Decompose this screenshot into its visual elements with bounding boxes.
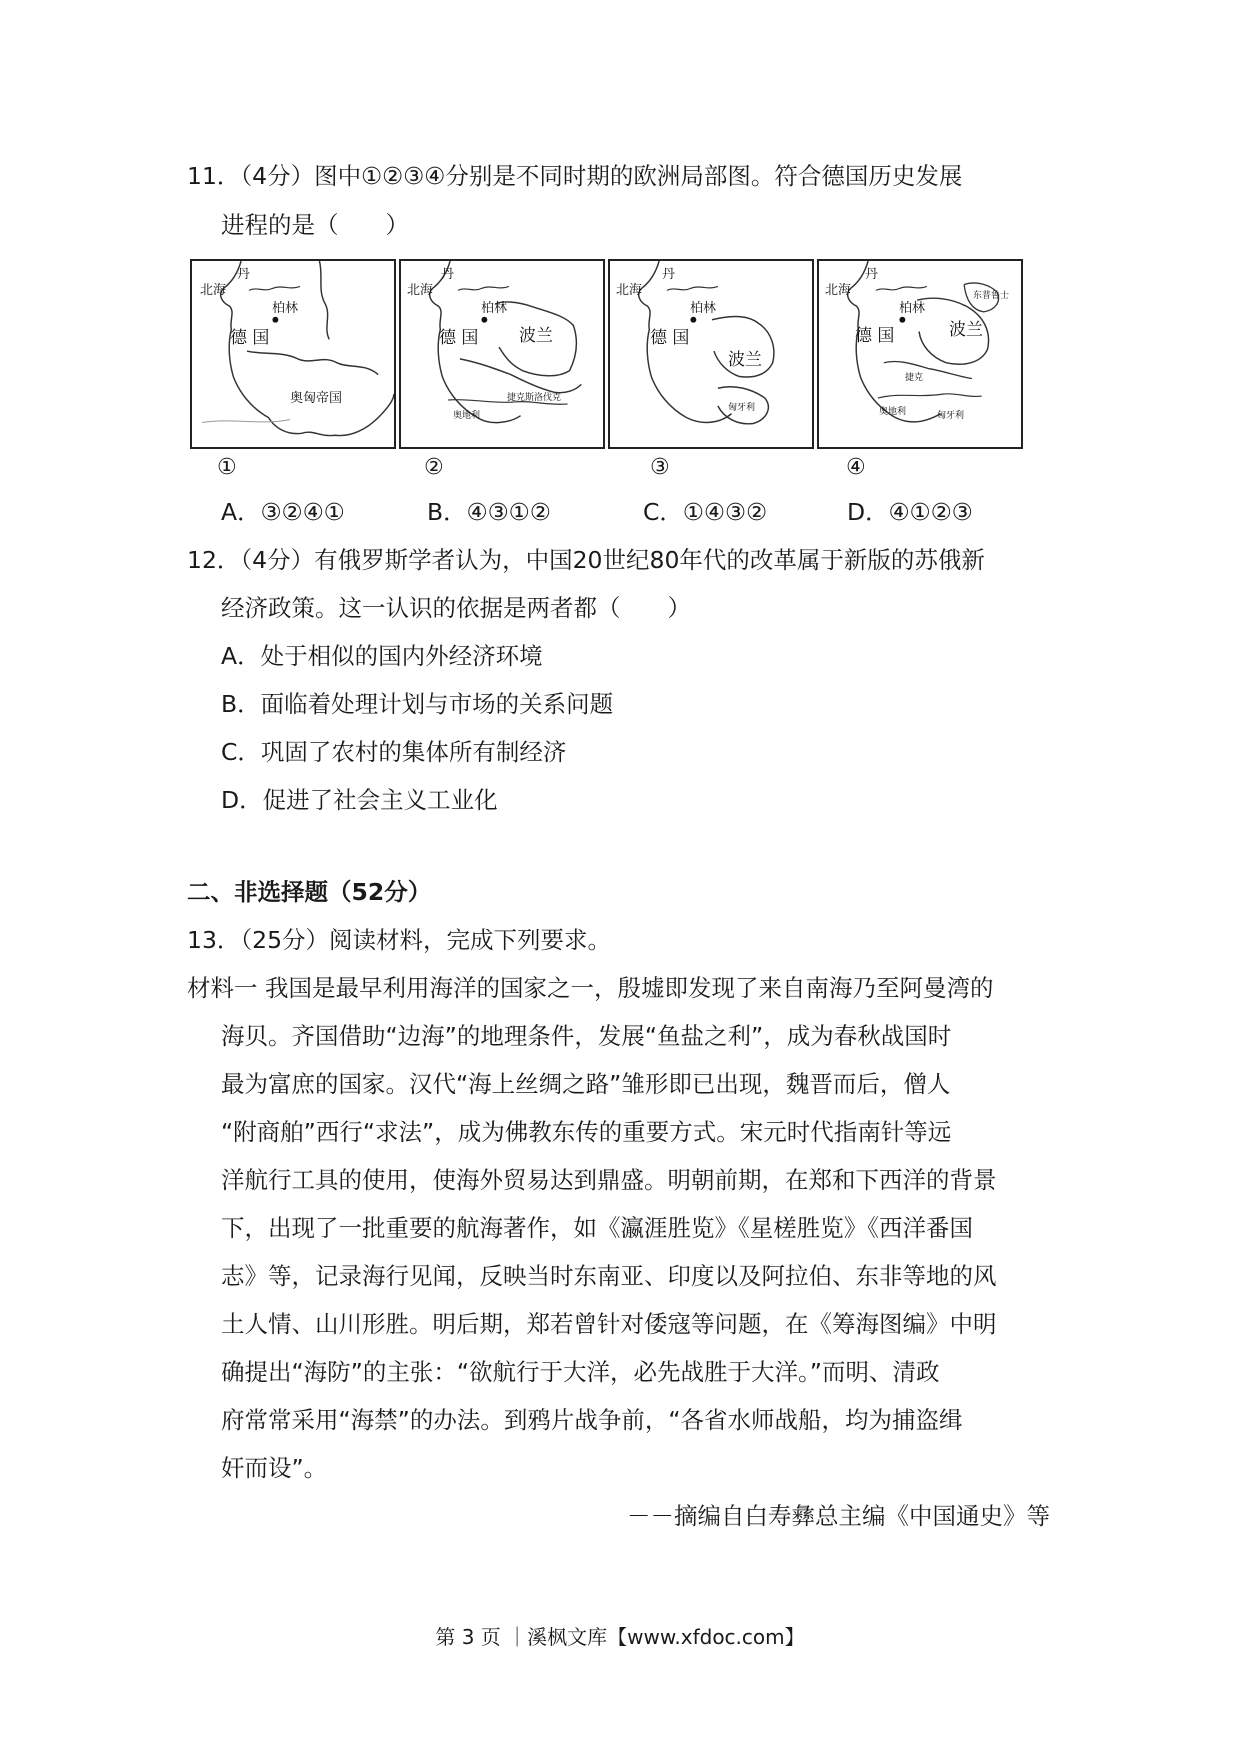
q12-stem-line-1: 12．（4分）有俄罗斯学者认为，中国20世纪80年代的改革属于新版的苏俄新 [187, 546, 985, 574]
q12-option-d[interactable]: D．促进了社会主义工业化 [221, 786, 498, 814]
map-4-poland-label: 波兰 [949, 320, 983, 340]
map-2 [399, 259, 605, 449]
q13-material-line: 最为富庶的国家。汉代“海上丝绸之路”雏形即已出现，魏晋而后，僧人 [221, 1070, 951, 1098]
q11-option-b[interactable]: B．④③①② [427, 498, 551, 526]
map-4-hungary-label: 匈牙利 [937, 411, 965, 421]
q13-intro: 13．（25分）阅读材料，完成下列要求。 [187, 926, 612, 954]
map-3-poland-label: 波兰 [728, 350, 762, 370]
q13-material-line: 洋航行工具的使用，使海外贸易达到鼎盛。明朝前期，在郑和下西洋的背景 [221, 1166, 997, 1194]
map-3-berlin-label: 柏林 [690, 301, 717, 316]
q13-material-line: 确提出“海防”的主张：“欲航行于大洋，必先战胜于大洋。”而明、清政 [221, 1358, 940, 1386]
q13-material-line: 材料一 我国是最早利用海洋的国家之一，殷墟即发现了来自南海乃至阿曼湾的 [187, 974, 994, 1002]
map-3-number: ③ [650, 455, 670, 480]
q13-material-line: 下，出现了一批重要的航海著作，如《瀛涯胜览》《星槎胜览》《西洋番国 [221, 1214, 973, 1242]
map-4-austria-label: 奥地利 [879, 407, 907, 417]
map-2-czech-label: 捷克斯洛伐克 [507, 393, 562, 403]
map-3-denmark-label: 丹 [662, 267, 676, 282]
map-4-berlin-label: 柏林 [899, 301, 926, 316]
map-3-hungary-label: 匈牙利 [728, 403, 756, 413]
q13-material-line: 奸而设”。 [221, 1454, 328, 1482]
map-2-denmark-label: 丹 [441, 267, 455, 282]
q12-option-a[interactable]: A．处于相似的国内外经济环境 [221, 642, 543, 670]
map-2-germany-label: 德 国 [439, 328, 479, 348]
map-4-north-sea-label: 北海 [825, 283, 852, 298]
q13-source-citation: －－摘编自白寿彝总主编《中国通史》等 [627, 1502, 1050, 1530]
q12-option-b[interactable]: B．面临着处理计划与市场的关系问题 [221, 690, 614, 718]
section-2-heading: 二、非选择题（52分） [187, 878, 432, 906]
q11-option-c[interactable]: C．①④③② [643, 498, 768, 526]
q11-stem-line-2: 进程的是（ ） [221, 211, 409, 239]
q11-option-d[interactable]: D．④①②③ [847, 498, 973, 526]
map-4 [817, 259, 1023, 449]
map-1-berlin-label: 柏林 [272, 301, 299, 316]
map-1-north-sea-label: 北海 [200, 283, 227, 298]
map-4-east-prussia-label: 东普鲁士 [973, 291, 1010, 301]
map-4-denmark-label: 丹 [865, 267, 879, 282]
map-1 [190, 259, 396, 449]
q11-options [0, 497, 1240, 527]
map-3 [608, 259, 814, 449]
map-1-number: ① [217, 455, 237, 480]
page-footer: 第 3 页 ｜溪枫文库【www.xfdoc.com】 [435, 1625, 805, 1649]
map-2-north-sea-label: 北海 [407, 283, 434, 298]
map-2-austria-label: 奥地利 [453, 411, 481, 421]
map-2-number: ② [424, 455, 444, 480]
map-2-poland-label: 波兰 [519, 326, 553, 346]
q12-option-c[interactable]: C．巩固了农村的集体所有制经济 [221, 738, 567, 766]
map-3-germany-label: 德 国 [650, 328, 690, 348]
q13-material-line: “附商舶”西行“求法”，成为佛教东传的重要方式。宋元时代指南针等远 [221, 1118, 952, 1146]
map-4-number: ④ [846, 455, 866, 480]
map-4-germany-label: 德 国 [855, 326, 895, 346]
q11-maps [190, 259, 1032, 449]
q13-material-line: 土人情、山川形胜。明后期，郑若曾针对倭寇等问题，在《筹海图编》中明 [221, 1310, 997, 1338]
q13-material-line: 府常常采用“海禁”的办法。到鸦片战争前，“各省水师战船，均为捕盗缉 [221, 1406, 963, 1434]
map-4-czech-label: 捷克 [905, 373, 924, 383]
map-3-north-sea-label: 北海 [616, 283, 643, 298]
q11-stem-line-1: 11．（4分）图中①②③④分别是不同时期的欧洲局部图。符合德国历史发展 [187, 162, 963, 190]
q13-material-line: 志》等，记录海行见闻，反映当时东南亚、印度以及阿拉伯、东非等地的风 [221, 1262, 997, 1290]
map-1-germany-label: 德 国 [230, 328, 270, 348]
map-2-berlin-label: 柏林 [481, 301, 508, 316]
q11-option-a[interactable]: A．③②④① [221, 498, 345, 526]
map-1-austria-hungary-label: 奥匈帝国 [290, 391, 343, 406]
q12-stem-line-2: 经济政策。这一认识的依据是两者都（ ） [221, 594, 691, 622]
map-1-denmark-label: 丹 [237, 267, 251, 282]
q13-material-line: 海贝。齐国借助“边海”的地理条件，发展“鱼盐之利”，成为春秋战国时 [221, 1022, 952, 1050]
